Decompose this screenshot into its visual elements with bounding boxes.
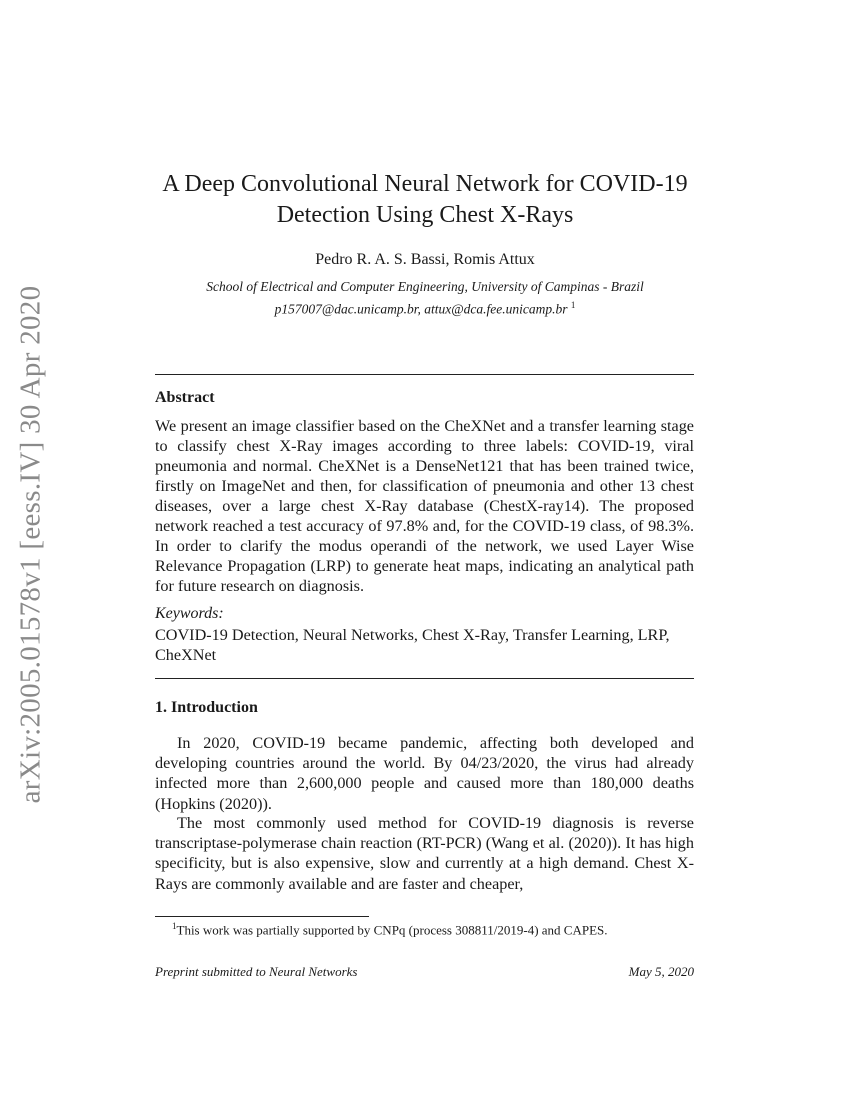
abstract-top-rule <box>155 374 694 375</box>
footer-preprint-note: Preprint submitted to Neural Networks <box>155 964 358 979</box>
keywords-label: Keywords: <box>155 605 224 622</box>
abstract-bottom-rule <box>155 678 694 679</box>
paper-authors: Pedro R. A. S. Bassi, Romis Attux <box>315 251 535 268</box>
intro-paragraph-1: In 2020, COVID-19 became pandemic, affecting both developed and developing countries around the world. By 04/23/2020, the virus had already infected more than 2,600,000 people and caused more than 180,000 deaths (Hopkins (2020)). <box>155 734 694 813</box>
arxiv-sidebar-stamp <box>9 285 53 803</box>
footnote <box>155 921 694 938</box>
footnote-marker: 1 <box>570 300 576 310</box>
paper-title: A Deep Convolutional Neural Network for COVID-19 Detection Using Chest X-Rays <box>162 171 688 228</box>
keywords-list: COVID-19 Detection, Neural Networks, Chest X-Ray, Transfer Learning, LRP, CheXNet <box>155 626 670 664</box>
footer-date: May 5, 2020 <box>628 964 694 979</box>
section-heading-introduction: 1. Introduction <box>155 699 258 716</box>
affiliation: School of Electrical and Computer Engineering, University of Campinas - Brazil <box>206 279 644 294</box>
footnote-text: This work was partially supported by CNPq (process 308811/2019-4) and CAPES. <box>176 922 608 938</box>
intro-paragraph-2: The most commonly used method for COVID-19 diagnosis is reverse transcriptase-polymerase chain reaction (RT-PCR) (Wang et al. (2020)). It has high specificity, but is also expensive, slow and currently at a high demand. Chest X-Rays are commonly available and are faster and cheaper, <box>155 814 694 893</box>
abstract-body: We present an image classifier based on the CheXNet and a transfer learning stage to classify chest X-Ray images according to three labels: COVID-19, viral pneumonia and normal. CheXNet is a DenseNet121 that has been trained twice, firstly on ImageNet and then, for classification of pneumonia and other 13 chest diseases, over a large chest X-Ray database (ChestX-ray14). The proposed network reached a test accuracy of 97.8% and, for the COVID-19 class, of 98.3%. In order to clarify the modus operandi of the network, we used Layer Wise Relevance Propagation (LRP) to generate heat maps, indicating an analytical path for future research on diagnosis. <box>155 417 694 595</box>
footnote-rule <box>155 916 369 917</box>
abstract-heading: Abstract <box>155 389 215 406</box>
footnote-number: 1 <box>172 921 177 931</box>
author-emails[interactable]: p157007@dac.unicamp.br, attux@dca.fee.unicamp.br <box>274 301 568 317</box>
author-affiliation-block <box>155 278 695 319</box>
arxiv-identifier: arXiv:2005.01578v1 [eess.IV] 30 Apr 2020 <box>14 285 47 803</box>
author-emails-line <box>155 296 695 319</box>
